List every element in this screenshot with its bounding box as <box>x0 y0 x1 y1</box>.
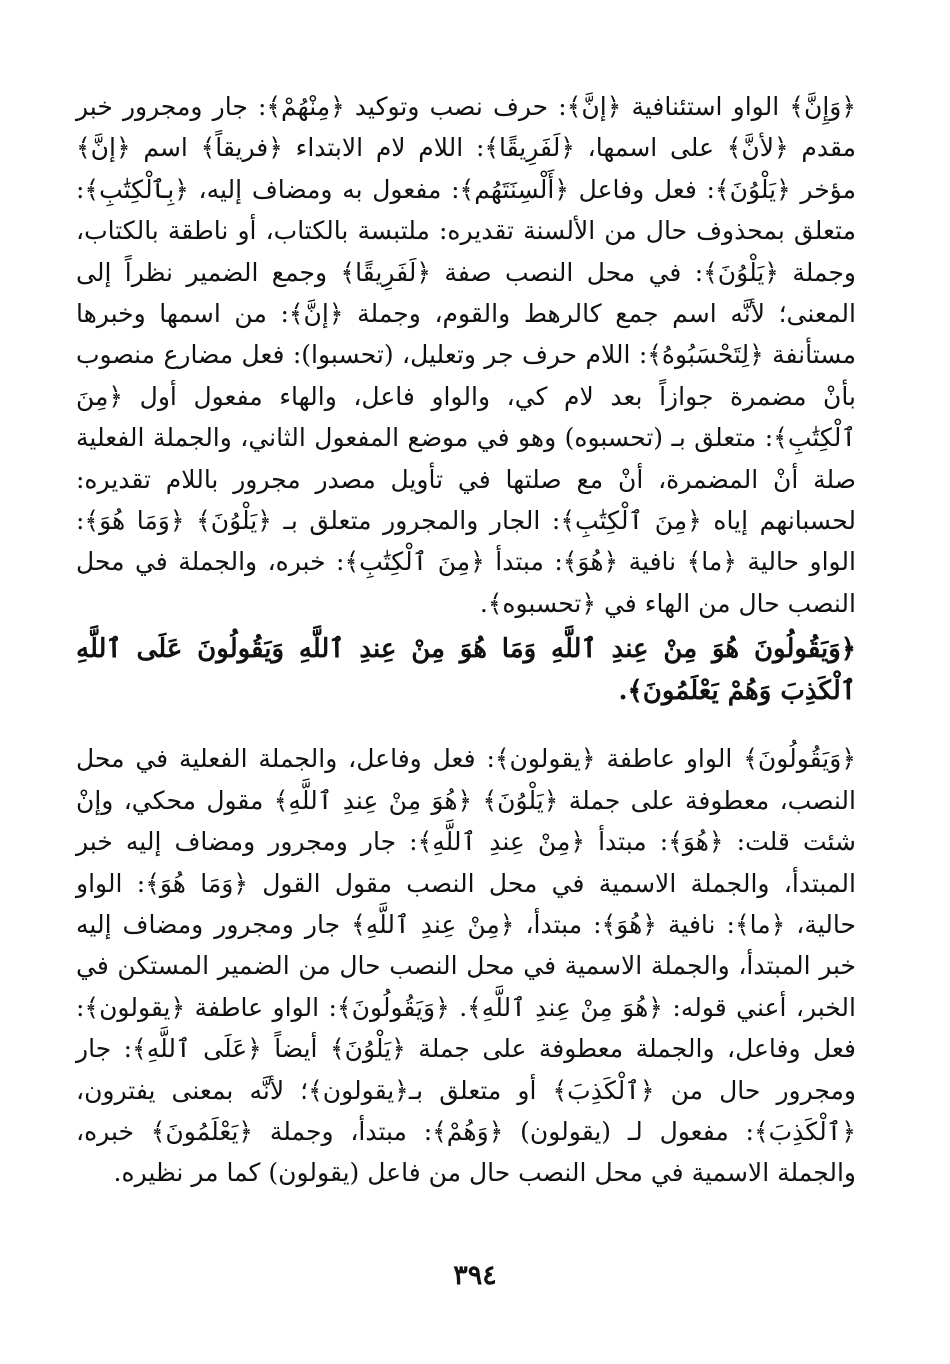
commentary-paragraph-1: ﴿وَإِنَّ﴾ الواو استئنافية ﴿إنَّ﴾: حرف نصب وتوكيد ﴿مِنْهُمْ﴾: جار ومجرور خبر مقدم ﴿لأنَّ﴾ على اسمها، ﴿لَفَرِيقًا﴾: اللام لام الابتداء ﴿فريقاً﴾ اسم ﴿إنَّ﴾ مؤخر ﴿يَلْوُنَ﴾: فعل وفاعل ﴿أَلْسِنَتَهُم﴾: مفعول به ومضاف إليه، ﴿بِٱلْكِتَٰبِ﴾: متعلق بمحذوف حال من الألسنة تقديره: ملتبسة بالكتاب، أو ناطقة بالكتاب، وجملة ﴿يَلْوُنَ﴾: في محل النصب صفة ﴿لَفَرِيقًا﴾ وجمع الضمير نظراً إلى المعنى؛ لأنَّه اسم جمع كالرهط والقوم، وجملة ﴿إنَّ﴾: من اسمها وخبرها مستأنفة ﴿لِتَحْسَبُوهُ﴾: اللام حرف جر وتعليل، (تحسبوا): فعل مضارع منصوب بأنْ مضمرة جوازاً بعد لام كي، والواو فاعل، والهاء مفعول أول ﴿مِنَ ٱلْكِتَٰبِ﴾: متعلق بـ (تحسبوه) وهو في موضع المفعول الثاني، والجملة الفعلية صلة أنْ المضمرة، أنْ مع صلتها في تأويل مصدر مجرور باللام تقديره: لحسبانهم إياه ﴿مِنَ ٱلْكِتَٰبِ﴾: الجار والمجرور متعلق بـ ﴿يَلْوُنَ﴾ ﴿وَمَا هُوَ﴾: الواو حالية ﴿ما﴾ نافية ﴿هُوَ﴾: مبتدأ ﴿مِنَ ٱلْكِتَٰبِ﴾: خبره، والجملة في محل النصب حال من الهاء في ﴿تحسبوه﴾. <box>76 92 856 618</box>
commentary-paragraph-2: ﴿وَيَقُولُونَ﴾ الواو عاطفة ﴿يقولون﴾: فعل وفاعل، والجملة الفعلية في محل النصب، معطوفة على جملة ﴿يَلْوُنَ﴾ ﴿هُوَ مِنْ عِندِ ٱللَّهِ﴾ مقول محكي، وإنْ شئت قلت: ﴿هُوَ﴾: مبتدأ ﴿مِنْ عِندِ ٱللَّهِ﴾: جار ومجرور ومضاف إليه خبر المبتدأ، والجملة الاسمية في محل النصب مقول القول ﴿وَمَا هُوَ﴾: الواو حالية، ﴿ما﴾: نافية ﴿هُوَ﴾: مبتدأ، ﴿مِنْ عِندِ ٱللَّهِ﴾ جار ومجرور ومضاف إليه خبر المبتدأ، والجملة الاسمية في محل النصب حال من الضمير المستكن في الخبر، أعني قوله: ﴿هُوَ مِنْ عِندِ ٱللَّهِ﴾. ﴿وَيَقُولُونَ﴾: الواو عاطفة ﴿يقولون﴾: فعل وفاعل، والجملة معطوفة على جملة ﴿يَلْوُنَ﴾ أيضاً ﴿عَلَى ٱللَّهِ﴾: جار ومجرور حال من ﴿ٱلْكَذِبَ﴾ أو متعلق بـ﴿يقولون﴾؛ لأنَّه بمعنى يفترون، ﴿ٱلْكَذِبَ﴾: مفعول لـ (يقولون) ﴿وَهُمْ﴾: مبتدأ، وجملة ﴿يَعْلَمُونَ﴾ خبره، والجملة الاسمية في محل النصب حال من فاعل (يقولون) كما مر نظيره. <box>76 744 856 1188</box>
quran-verse: ﴿وَيَقُولُونَ هُوَ مِنْ عِندِ ٱللَّهِ وَمَا هُوَ مِنْ عِندِ ٱللَّهِ وَيَقُولُونَ عَلَى ٱللَّهِ ٱلْكَذِبَ وَهُمْ يَعْلَمُونَ﴾. <box>76 634 856 707</box>
page-number: ٣٩٤ <box>453 1260 497 1291</box>
